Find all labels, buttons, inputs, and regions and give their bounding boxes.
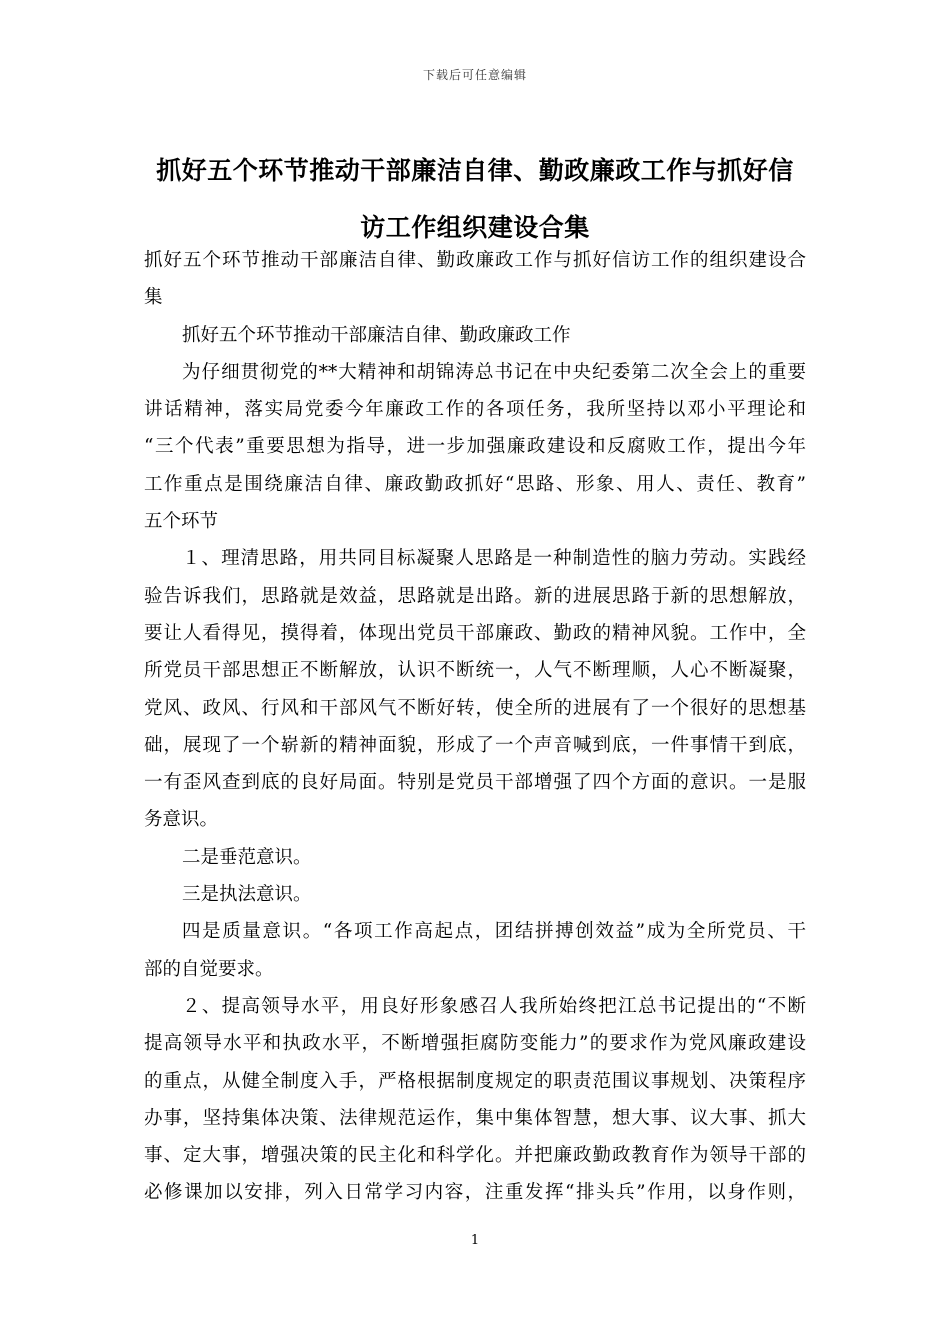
body-line: 工作重点是围绕廉洁自律、廉政勤政抓好“思路、形象、用人、责任、教育” (144, 473, 806, 495)
body-line: 抓好五个环节推动干部廉洁自律、勤政廉政工作与抓好信访工作的组织建设合 (144, 250, 806, 271)
body-line: 一有歪风查到底的良好局面。特别是党员干部增强了四个方面的意识。一是服 (144, 772, 806, 794)
title-line-1: 抓好五个环节推动干部廉洁自律、勤政廉政工作与抓好信 (156, 156, 794, 185)
body-line: “三个代表”重要思想为指导，进一步加强廉政建设和反腐败工作，提出今年 (144, 436, 806, 458)
body-line: 部的自觉要求。 (144, 958, 274, 980)
body-line: 办事，坚持集体决策、法律规范运作，集中集体智慧，想大事、议大事、抓大 (144, 1107, 806, 1129)
body-line: １、理清思路，用共同目标凝聚人思路是一种制造性的脑力劳动。实践经 (182, 548, 806, 570)
body-line: 集 (144, 287, 163, 309)
body-line: 三是执法意识。 (182, 884, 312, 906)
page-header-note: 下载后可任意编辑 (422, 68, 527, 82)
body-line: 为仔细贯彻党的**大精神和胡锦涛总书记在中央纪委第二次全会上的重要 (182, 361, 806, 383)
body-line: 础，展现了一个崭新的精神面貌，形成了一个声音喊到底，一件事情干到底， (144, 734, 806, 756)
body-line: 验告诉我们，思路就是效益，思路就是出路。新的进展思路于新的思想解放， (144, 585, 806, 607)
body-line: 提高领导水平和执政水平，不断增强拒腐防变能力”的要求作为党风廉政建设 (144, 1033, 806, 1055)
body-line: 所党员干部思想正不断解放，认识不断统一，人气不断理顺，人心不断凝聚， (144, 660, 806, 682)
page-number: 1 (470, 1233, 480, 1248)
body-line: 事、定大事，增强决策的民主化和科学化。并把廉政勤政教育作为领导干部的 (144, 1145, 806, 1167)
body-line: ２、提高领导水平，用良好形象感召人我所始终把江总书记提出的“不断 (182, 995, 806, 1017)
body-line: 二是垂范意识。 (182, 846, 312, 868)
body-line: 五个环节 (144, 511, 219, 533)
document-title (144, 142, 806, 256)
title-line-2: 访工作组织建设合集 (360, 213, 590, 242)
body-line: 党风、政风、行风和干部风气不断好转，使全所的进展有了一个很好的思想基 (144, 697, 806, 719)
body-line: 的重点，从健全制度入手，严格根据制度规定的职责范围议事规划、决策程序 (144, 1070, 806, 1092)
document-body (144, 242, 806, 1212)
body-line: 必修课加以安排，列入日常学习内容，注重发挥“排头兵”作用，以身作则， (144, 1182, 806, 1204)
body-line: 讲话精神，落实局党委今年廉政工作的各项任务，我所坚持以邓小平理论和 (144, 399, 806, 421)
body-line: 要让人看得见，摸得着，体现出党员干部廉政、勤政的精神风貌。工作中，全 (144, 622, 806, 644)
body-line: 务意识。 (144, 809, 219, 831)
section-heading: 抓好五个环节推动干部廉洁自律、勤政廉政工作 (182, 324, 571, 346)
body-line: 四是质量意识。“各项工作高起点，团结拼搏创效益”成为全所党员、干 (182, 921, 806, 943)
